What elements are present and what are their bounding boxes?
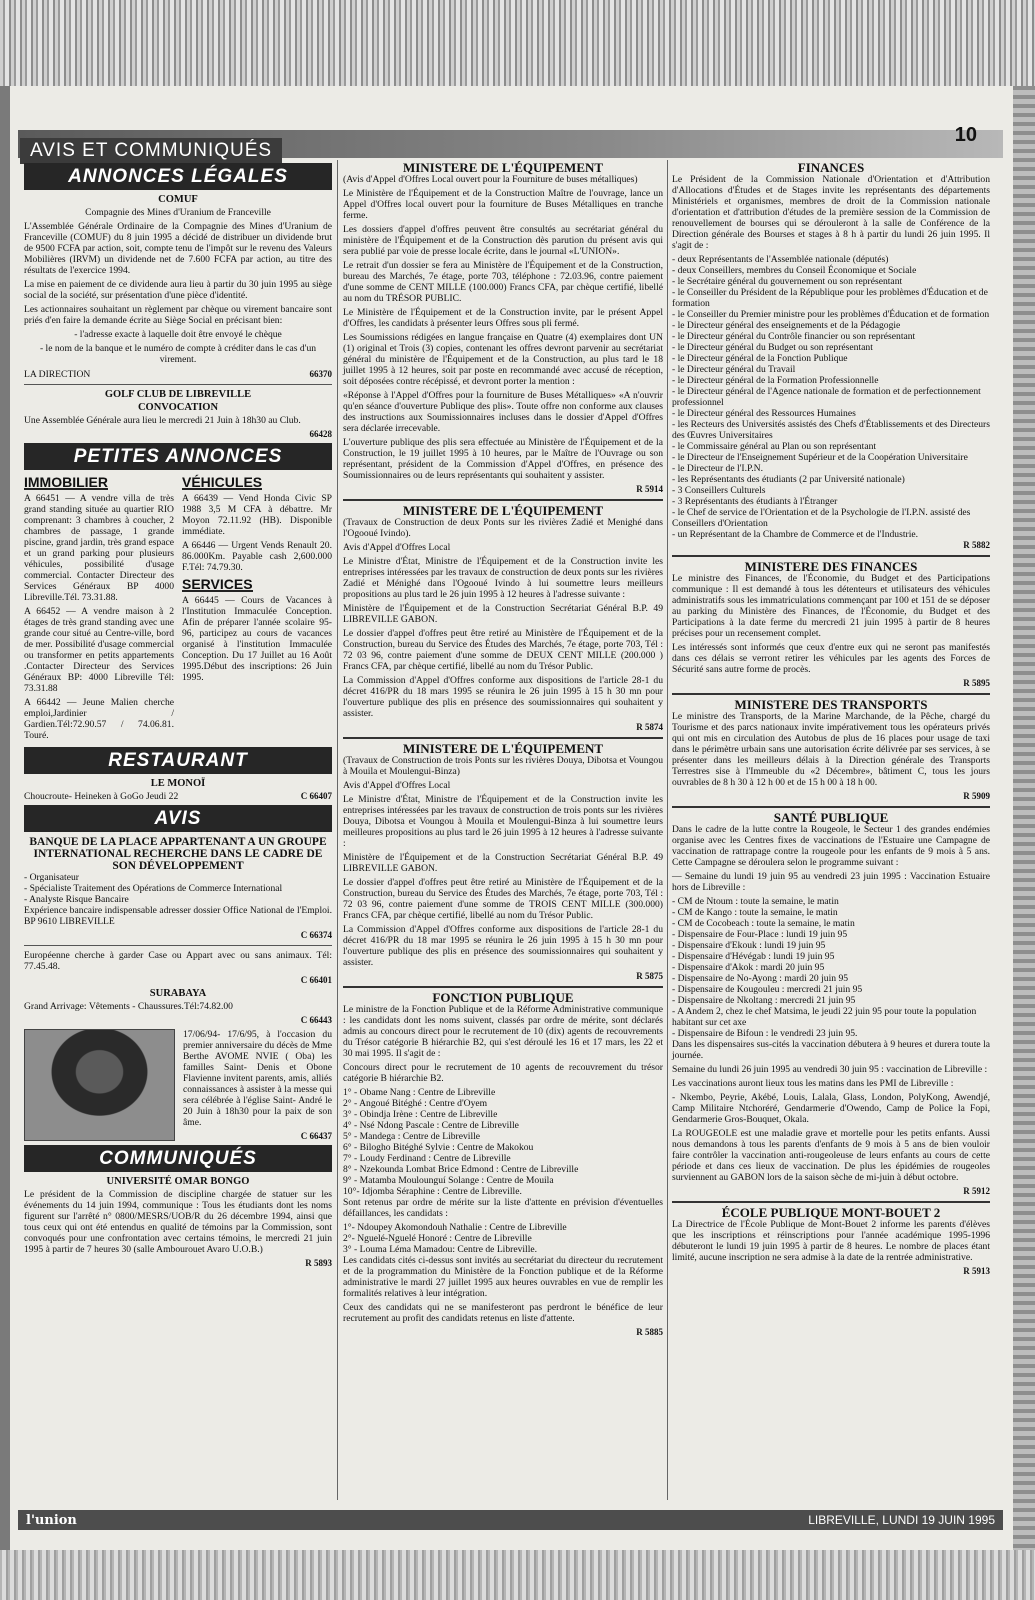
ref-number: 66370 (309, 369, 332, 379)
page-footer (18, 1510, 1003, 1530)
notice-title: MINISTERE DE L'ÉQUIPEMENT (402, 503, 604, 518)
list-item: - deux Conseillers, membres du Conseil Économique et Sociale (672, 265, 917, 276)
list-item: - Dispensaire de Nkoltang : mercredi 21 juin 95 (672, 995, 856, 1006)
list-item: - un Représentant de la Chambre de Commerce et de l'Industrie. (672, 529, 919, 540)
list-item: 2°- Nguelé-Nguelé Honoré : Centre de Libreville (343, 1233, 532, 1244)
notice-title: FONCTION PUBLIQUE (432, 990, 574, 1005)
list-item: - deux Représentants de l'Assemblée nationale (députés) (672, 254, 889, 265)
list-item: - Dispensaire de Bifoun : le vendredi 23 juin 95. (672, 1028, 858, 1039)
ref-number: R 5885 (636, 1327, 663, 1337)
scan-edge-right (1013, 86, 1035, 1600)
notice-text: Grand Arrivage: Vêtements - Chaussures.Tél:74.82.00 (24, 1001, 233, 1012)
list-item: - CM de Ntoum : toute la semaine, le matin (672, 896, 839, 907)
notice-subtitle: (Travaux de Construction de deux Ponts sur les rivières Zadié et Menighé dans l'Ogooué Ivindo). (343, 517, 663, 539)
notice-text: Sont retenus par ordre de mérite sur la liste d'attente en prévision d'éventuelles défaillances, les candidats : (343, 1197, 663, 1219)
column-right (672, 160, 990, 1277)
notice-text: Les candidats cités ci-dessus sont invités au secrétariat du directeur du recrutement et de la programmation du Ministère de la Fonction publique et de la Réforme administrative le mardi 27 juillet 1995 aux heures ouvrables en vue de remplir les formalités relatives à leur intégration. (343, 1255, 663, 1299)
divider (343, 986, 663, 988)
ref-number: 66428 (309, 429, 332, 439)
ref-number: C 66437 (300, 1131, 332, 1141)
classified-ad: A 66439 — Vend Honda Civic SP 1988 3,5 M CFA à débattre. Mr Moyon 72.11.92 (HB). Disponible immédiate. (182, 493, 332, 537)
list-item: - Dispensaire d'Hévégab : lundi 19 juin 95 (672, 951, 835, 962)
notice-text: Dans les dispensaires sus-cités la vaccination débutera à 9 heures et durera toute la journée. (672, 1039, 990, 1061)
list-item: 2° - Angoué Bitéghé : Centre d'Oyem (343, 1098, 488, 1109)
notice-text: Les actionnaires souhaitant un règlement par chèque ou virement bancaire sont priés d'en faire la demande écrite au Siège Social en précisant bien: (24, 304, 332, 326)
notice-text: Le dossier d'appel d'offres peut être retiré au Ministère de l'Équipement et de la Construction, bureau du Service des Études des Marchés, 7e étage, porte 703, Tél : 72 03 96, contre paiement d'une somme de TROIS CENT MILLE (300.000) Francs CFA, par chèque certifié, libellé au nom du Trésor Public. (343, 877, 663, 921)
list-item: - le Commissaire général au Plan ou son représentant (672, 441, 877, 452)
divider (672, 555, 990, 557)
notice-text: «Réponse à l'Appel d'Offres pour la fourniture de Buses Métalliques» «A n'ouvrir qu'en séance d'ouverture Publique des plis». Toute offre non conforme aux clauses des instructions aux Soumissionnaires incluses dans le dossier d'Appel d'Offres sera déclarée irrecevable. (343, 390, 663, 434)
list-item: - le Directeur général de l'Agence nationale de formation et de perfectionnement professionnel (672, 386, 981, 408)
notice-subtitle: (Avis d'Appel d'Offres Local ouvert pour la Fourniture de buses métalliques) (343, 174, 638, 185)
list-item: - le Chef de service de l'Orientation et de la Psychologie de l'I.P.N. assisté des Conseillers d'Orientation (672, 507, 971, 529)
notice-text: Choucroute- Heineken à GoGo Jeudi 22 (24, 791, 179, 802)
candidate-list (343, 1087, 663, 1197)
banner-avis: AVIS (24, 805, 332, 832)
classified-ad: A 66446 — Urgent Vends Renault 20. 86.000Km. Payable cash 2,600.000 F.Tél: 74.79.30. (182, 540, 332, 573)
notice-text: La Commission d'Appel d'Offres conforme aux dispositions de l'article 28-1 du décret 416/PR du 18 mar 1995 se réunira le 26 juin 1995 à 15 h 30 mn pour l'ouverture publique des plis en présence des soumissionnaires qui souhaitent y assister. (343, 924, 663, 968)
list-item: - Dispensaire de Four-Place : lundi 19 juin 95 (672, 929, 848, 940)
list-item: - Dispensaire de No-Ayong : mardi 20 juin 95 (672, 973, 849, 984)
list-item: 10°- Idjomba Séraphine : Centre de Libreville. (343, 1186, 522, 1197)
notice-subtitle: (Travaux de Construction de trois Ponts sur les rivières Douya, Dibotsa et Voungou à Mouila et Moulengui-Binza) (343, 755, 663, 777)
ref-number: R 5874 (636, 722, 663, 732)
list-item: - le Directeur général de la Formation Professionnelle (672, 375, 879, 386)
section-title: AVIS ET COMMUNIQUÉS (20, 138, 282, 164)
notice-text: — Semaine du lundi 19 juin 95 au vendredi 23 juin 1995 : Vaccination Estuaire hors de Libreville : (672, 871, 990, 893)
list-item: - le Conseiller du Président de la République pour les problèmes d'Éducation et de formation (672, 287, 988, 309)
notice-text: Les Soumissions rédigées en langue française en Quatre (4) exemplaires dont UN (1) original et Trois (3) copies, contenant les offres devront parvenir au secrétariat général du ministère de l'Équipement et de la Construction, au plus tard le 18 juillet 1995 à 12 heures, soit par poste en recommandé avec accusé de réception, soit déposées contre récépissé, et devront porter la mention : (343, 332, 663, 387)
list-item: 7° - Loudy Ferdinand : Centre de Libreville (343, 1153, 511, 1164)
list-item: - CM de Cocobeach : toute la semaine, le matin (672, 918, 855, 929)
banner-communiques: COMMUNIQUÉS (24, 1145, 332, 1172)
page-number: 10 (954, 124, 977, 146)
divider (343, 737, 663, 739)
notice-text: Dans le cadre de la lutte contre la Rougeole, le Secteur 1 des grandes endémies organise avec les Centres fixes de vaccinations de l'Estuaire une Campagne de vaccination de rattrapage contre la rougeole pour les enfants de 9 mois à 5 ans. Cette Campagne se déroulera selon le programme suivant : (672, 824, 990, 868)
list-item: 4° - Nsé Ndong Pascale : Centre de Libreville (343, 1120, 519, 1131)
vaccination-list (672, 896, 990, 1039)
list-item: - CM de Kango : toute la semaine, le matin (672, 907, 838, 918)
divider (672, 1201, 990, 1203)
list-item: - le Directeur général du Travail (672, 364, 796, 375)
list-item: - les Recteurs des Universités assistés des Chefs d'Établissements et des Directeurs des Œuvres Universitaires (672, 419, 990, 441)
list-item: 6° - Bilogho Bitéghé Sylvie : Centre de Makokou (343, 1142, 534, 1153)
ref-number: R 5914 (636, 484, 663, 494)
list-item: - le Directeur général des Ressources Humaines (672, 408, 856, 419)
notice-text: Le Ministère de l'Équipement et de la Construction Maître de l'ouvrage, lance un Appel d'Offres local ouvert pour la fourniture de Buses Métalliques en tranche ferme. (343, 188, 663, 221)
classified-ad: A 66442 — Jeune Malien cherche emploi,Jardinier / Gardien.Tél:72.90.57 / 74.06.81. Touré. (24, 697, 174, 741)
divider (24, 384, 332, 385)
column-left (24, 160, 332, 1269)
notice-text: Le Président de la Commission Nationale d'Orientation et d'Attribution d'Allocations d'Études et de Stages invite les représentants des départements Ministériels et organismes, membres de droit de la Commission nationale d'orientation et d'attribution d'études de la première session de la Commission de renouvellement de bourses qui se dérouleront à la salle de Conférence de la Direction générale des Bourses et stages à 8 h à partir du lundi 26 juin 1995. Il s'agit de : (672, 174, 990, 251)
list-item: - Dispensaire d'Akok : mardi 20 juin 95 (672, 962, 825, 973)
notice-text: La mise en paiement de ce dividende aura lieu à partir du 30 juin 1995 au siège social de la société, sur présentation d'une pièce d'identité. (24, 279, 332, 301)
notice-text: Concours direct pour le recrutement de 10 agents de recouvrement du trésor catégorie B hiérarchie B2. (343, 1062, 663, 1084)
list-item: 9° - Matamba Moulounguí Solange : Centre de Mouila (343, 1175, 554, 1186)
issue-date: LIBREVILLE, LUNDI 19 JUIN 1995 (808, 1513, 995, 1527)
notice-text: Le Ministre d'État, Ministre de l'Équipement et de la Construction invite les entreprises intéressées par les travaux de construction de trois ponts sur les rivières Douya, Dibotsa et Voungou à Mouila et Moulengui-Binza à lui soumettre leurs meilleures propositions au plus tard le 26 juin 1995 à 12 heures à l'adresse suivante : (343, 794, 663, 849)
list-item: - Dispensaire d'Ekouk : lundi 19 juin 95 (672, 940, 826, 951)
notice-title: FINANCES (797, 160, 865, 175)
ref-number: R 5893 (305, 1258, 332, 1268)
notice-text: Européenne cherche à garder Case ou Appart avec ou sans animaux. Tél: 77.45.48. (24, 950, 332, 972)
divider (24, 945, 332, 946)
notice-text: - le nom de la banque et le numéro de compte à créditer dans le cas d'un virement. (39, 343, 317, 365)
notice-subtitle: CONVOCATION (137, 402, 219, 413)
notice-text: Ministère de l'Équipement et de la Construction Secrétariat Général B.P. 49 LIBREVILLE GABON. (343, 603, 663, 625)
notice-text: L'Assemblée Générale Ordinaire de la Compagnie des Mines d'Uranium de Franceville (COMUF) du 8 juin 1995 a décidé de distribuer un dividende brut de 9500 FCFA par action, soit, compte tenu de l'impôt sur le revenu des Valeurs Mobilières (IRVM) un dividende net de 7.600 FCFA par action, au titre des résultats de l'exercice 1994. (24, 221, 332, 276)
waiting-list (343, 1222, 663, 1255)
notice-title: UNIVERSITÉ OMAR BONGO (106, 1176, 250, 1187)
ref-number: C 66443 (300, 1015, 332, 1025)
column-divider (337, 160, 338, 1500)
notice-text: La Directrice de l'École Publique de Mont-Bouet 2 informe les parents d'élèves que les inscriptions et réinscriptions pour l'année académique 1995-1996 débuteront le lundi 19 juin 1995 à partir de 8 heures. Le nombre de places étant limité, aucune inscription ne sera admise à la date de la rentrée administrative. (672, 1219, 990, 1263)
list-item: - le Directeur de l'Enseignement Supérieur et de la Coopération Universitaire (672, 452, 968, 463)
list-item: - les Représentants des étudiants (2 par Université nationale) (672, 474, 905, 485)
divider (672, 806, 990, 808)
ref-number: R 5909 (963, 791, 990, 801)
notice-text: Le ministre des Finances, de l'Économie, du Budget et des Participations communique : Il est demandé à tous les détenteurs et utilisateurs des véhicules administratifs sous les immatriculations commençant par 100 et 151 de se déposer au parking du Ministère des Finances, de l'Économie, du Budget et des Participations à la date ferme du mercredi 21 juin 1995 à partir de 8 heures précises pour un recensement complet. (672, 573, 990, 639)
notice-text: Le ministre des Transports, de la Marine Marchande, de la Pêche, chargé du Tourisme et des parcs nationaux invite impérativement tous les opérateurs privés qui ont mis en circulation des Autobus de plus de 16 places pour usage de taxi dans le périmètre urbain sans une autorisation écrite délivrée par ses services, à se présenter dans les meilleurs délais à la Direction générale des Transports Terrestres sise à l'Immeuble du «2 Décembre», bâtiment C, tous les jours ouvrables de 8 h 30 à 12 h 00 et de 15 h 00 à 18 h 00. (672, 711, 990, 788)
obituary-text: 17/06/94- 17/6/95, à l'occasion du premier anniversaire du décès de Mme Berthe AVOME NVIE ( Oba) les familles Saint- Denis et Obone Flavienne invitent parents, amis, alliés connaissances à assister à la messe qui sera célébrée à l'église Saint- André le 20 Juin à 18h30 pour la paix de son âme. (183, 1029, 332, 1128)
notice-text: Le retrait d'un dossier se fera au Ministère de l'Équipement et de la Construction, bureau des Marchés, 7e étage, porte 703, téléphone : 72.03.96, contre paiement d'une somme de CENT MILLE (100.000) Francs CFA, par chèque certifié, libellé au nom du TRÉSOR PUBLIC. (343, 260, 663, 304)
notice-subtitle: Avis d'Appel d'Offres Local (343, 542, 451, 553)
ref-number: C 66374 (300, 930, 332, 940)
ref-number: C 66401 (300, 975, 332, 985)
ref-number: C 66407 (300, 791, 332, 801)
notice-title: ÉCOLE PUBLIQUE MONT-BOUET 2 (721, 1205, 941, 1220)
portrait-photo (24, 1029, 175, 1141)
notice-text: Ceux des candidats qui ne se manifesteront pas perdront le bénéfice de leur recrutement au profit des candidats retenus en liste d'attente. (343, 1302, 663, 1324)
newspaper-page (10, 86, 1013, 1550)
avis-headline: BANQUE DE LA PLACE APPARTENANT A UN GROUPE INTERNATIONAL RECHERCHE DANS LE CADRE DE SON DÉVELOPPEMENT (29, 836, 327, 872)
member-list (672, 254, 990, 540)
list-item: 8° - Nzekounda Lombat Brice Edmond : Centre de Libreville (343, 1164, 579, 1175)
notice-text: - Nkembo, Peyrie, Akébé, Louis, Lalala, Glass, London, PolyKong, Awendjé, Camp Militaire Ntchoréré, Gendarmerie d'Owendo, Camp de Police la Fopi, Gendarmerie Gros-Bouquet, Okala. (672, 1092, 990, 1125)
category-immobilier: IMMOBILIER (24, 474, 108, 490)
list-item: - A Andem 2, chez le chef Matsima, le jeudi 22 juin 95 pour toute la population habitant sur cet axe (672, 1006, 977, 1028)
notice-text: Ministère de l'Équipement et de la Construction Secrétariat Général B.P. 49 LIBREVILLE GABON. (343, 852, 663, 874)
notice-text: La ROUGEOLE est une maladie grave et mortelle pour les petits enfants. Aussi nous demandons à tous les parents d'enfants de 9 mois à 5 ans de bien vouloir faire contrôler la vaccination anti-rougeoleuse de leurs enfants au cours de cette période et dans ces lieux de vaccination. De plus les épidémies de rougeoles surviennent au GABON lors de la saison sèche de mi-juin à début octobre. (672, 1128, 990, 1183)
notice-title: MINISTERE DES FINANCES (744, 559, 918, 574)
notice-text: L'ouverture publique des plis sera effectuée au Ministère de l'Équipement et de la Construction, le 19 juillet 1995 à 10 heures, par le Maître de l'Ouvrage ou son représentant, président de la Commission d'Appel d'Offres, en présence des Soumissionnaires ou de leurs représentants qui souhaitent y assister. (343, 437, 663, 481)
list-item: 5° - Mandega : Centre de Libreville (343, 1131, 481, 1142)
signature: LA DIRECTION (24, 369, 91, 380)
divider (672, 693, 990, 695)
list-item: 1°- Ndoupey Akomondouh Nathalie : Centre de Libreville (343, 1222, 567, 1233)
notice-text: Les intéressés sont informés que ceux d'entre eux qui ne seront pas manifestés dans ces délais se verront retirer les véhicules par les agents des Forces de Sécurité sans autre forme de procès. (672, 642, 990, 675)
ref-number: R 5895 (963, 678, 990, 688)
ref-number: R 5875 (636, 971, 663, 981)
list-item: - Spécialiste Traitement des Opérations de Commerce International (24, 883, 283, 894)
notice-text: Une Assemblée Générale aura lieu le mercredi 21 Juin à 18h30 au Club. (24, 415, 301, 426)
list-item: - le Directeur général des enseignements et de la Pédagogie (672, 320, 901, 331)
company-full: Compagnie des Mines d'Uranium de Franceville (85, 207, 271, 218)
avis-list (24, 872, 332, 905)
notice-subtitle: Avis d'Appel d'Offres Local (343, 780, 451, 791)
column-middle (343, 160, 663, 1338)
notice-title: MINISTERE DE L'ÉQUIPEMENT (402, 160, 604, 175)
list-item: - le Secrétaire général du gouvernement ou son représentant (672, 276, 903, 287)
notice-title: GOLF CLUB DE LIBREVILLE (104, 389, 252, 400)
list-item: 3° - Louma Léma Mamadou: Centre de Libreville. (343, 1244, 538, 1255)
notice-text: Expérience bancaire indispensable adresser dossier Office National de l'Emploi. BP 9610 LIBREVILLE (24, 905, 332, 927)
notice-text: - l'adresse exacte à laquelle doit être envoyé le chèque (74, 329, 282, 340)
classified-ad: A 66452 — A vendre maison à 2 étages de très grand standing avec une grande cour situé au Centre-ville, bord de mer. Possibilité d'usage commercial ou transformer en petits appartements .Contacter Directeur des Services Généraux BP: 4000 Libreville Tél: 73.31.88 (24, 606, 174, 694)
scan-edge-bottom (0, 1550, 1035, 1600)
category-services: SERVICES (182, 576, 253, 592)
banner-annonces-legales: ANNONCES LÉGALES (24, 163, 332, 190)
ref-number: R 5913 (963, 1266, 990, 1276)
notice-text: Le ministre de la Fonction Publique et de la Réforme Administrative communique : les candidats dont les noms suivent, classés par ordre de mérite, sont déclarés admis au concours direct pour le recrutement de 10 (dix) agents de recouvrements du Trésor catégorie B hiérarchie B2, qui s'est déroulé les 16 et 17 mars, les 22 et 30 mai 1995. Il s'agit de : (343, 1004, 663, 1059)
list-item: - Dispensaire de Kougouleu : mercredi 21 juin 95 (672, 984, 863, 995)
restaurant-name: LE MONOÏ (150, 778, 206, 789)
list-item: - Analyste Risque Bancaire (24, 894, 129, 905)
divider (343, 499, 663, 501)
list-item: - le Directeur de l'I.P.N. (672, 463, 763, 474)
notice-title: MINISTERE DES TRANSPORTS (734, 697, 928, 712)
banner-restaurant: RESTAURANT (24, 747, 332, 774)
company-name: COMUF (158, 194, 198, 205)
list-item: - le Directeur général du Contrôle financier ou son représentant (672, 331, 916, 342)
category-vehicules: VÉHICULES (182, 474, 263, 490)
notice-text: Les dossiers d'appel d'offres peuvent être consultés au secrétariat général du ministère de l'Équipement et de la Construction dès parution du présent avis qui sera publié par voie de presse locale écrite, dans le journal «L'UNION». (343, 224, 663, 257)
notice-text: Le Ministère de l'Équipement et de la Construction invite, par le présent Appel d'Offres, les candidats à présenter leurs Offres sous pli fermé. (343, 307, 663, 329)
notice-text: Le président de la Commission de discipline chargée de statuer sur les événements du 14 juin 1994, communique : Tous les étudiants dont les noms figurent sur l'arrêté n° 0800/MESRS/UOB/R du 26 décembre 1994, ainsi que tous ceux qui ont été entendus en qualité de témoins par la Commission, sont convoqués pour une confrontation avec certains témoins, le mercredi 21 juin 1995 à partir de 7 heures 30 (salle Ambourouet Avaro U.O.B.) (24, 1189, 332, 1255)
column-divider (667, 160, 668, 1500)
banner-petites-annonces: PETITES ANNONCES (24, 443, 332, 470)
list-item: 3° - Obindja Irène : Centre de Libreville (343, 1109, 498, 1120)
notice-title: SURABAYA (149, 988, 207, 999)
list-item: - 3 Représentants des étudiants à l'Étranger (672, 496, 838, 507)
notice-text: Semaine du lundi 26 juin 1995 au vendredi 30 juin 95 : vaccination de Libreville : (672, 1064, 988, 1075)
list-item: 1° - Obame Nang : Centre de Libreville (343, 1087, 496, 1098)
notice-text: Le Ministre d'État, Ministre de l'Équipement et de la Construction invite les entreprises intéressées par les travaux de construction de deux ponts sur les rivières Zadié et Ménighé dans l'Ogooué Ivindo à lui soumettre leurs meilleurs propositions au plus tard le 26 juin 1995 à 12 heures à l'adresse suivante : (343, 556, 663, 600)
notice-text: Le dossier d'appel d'offres peut être retiré au Ministère de l'Équipement et de la Construction, bureau du Service des Études des Marchés, 7e étage, porte 703, Tél : 72 03 96, contre paiement d'une somme de DEUX CENT MILLE (200.000 ) Francs CFA, par chèque certifié, libellé au nom du Trésor Public. (343, 628, 663, 672)
list-item: - le Directeur général du Budget ou son représentant (672, 342, 873, 353)
list-item: - le Directeur général de la Fonction Publique (672, 353, 848, 364)
notice-title: SANTÉ PUBLIQUE (773, 810, 889, 825)
list-item: - Organisateur (24, 872, 79, 883)
newspaper-name: l'union (26, 1513, 77, 1528)
list-item: - le Conseiller du Premier ministre pour les problèmes d'Éducation et de formation (672, 309, 990, 320)
classified-ad: A 66445 — Cours de Vacances à l'Institution Immaculée Conception. Afin de préparer l'année scolaire 95-96, participez au cours de vacances organisé à l'institution Immaculée Conception. Du 17 Juillet au 16 Août 1995.Début des inscriptions: 26 Juin 1995. (182, 595, 332, 683)
ref-number: R 5882 (963, 540, 990, 550)
notice-text: La Commission d'Appel d'Offres conforme aux dispositions de l'article 28-1 du décret 416/PR du 18 mars 1995 se réunira le 26 juin 1995 à 15 h 30 mn pour l'ouverture publique des plis en présence des soumissionnaires qui souhaitent y assister. (343, 675, 663, 719)
notice-text: Les vaccinations auront lieux tous les matins dans les PMI de Libreville : (672, 1078, 954, 1089)
scan-edge-top (0, 0, 1035, 86)
list-item: - 3 Conseillers Culturels (672, 485, 766, 496)
ref-number: R 5912 (963, 1186, 990, 1196)
notice-title: MINISTERE DE L'ÉQUIPEMENT (402, 741, 604, 756)
classified-ad: A 66451 — A vendre villa de très grand standing située au quartier RIO comprenant: 3 chambres à coucher, 2 chambres de passage, 1 grande piscine, grand jardin, très grand espace et un grand parking pour plusieurs véhicules, possibilité d'usage commercial. Contacter Directeur des Services Généraux BP 4000 Libreville.Tél. 73.31.88. (24, 493, 174, 603)
